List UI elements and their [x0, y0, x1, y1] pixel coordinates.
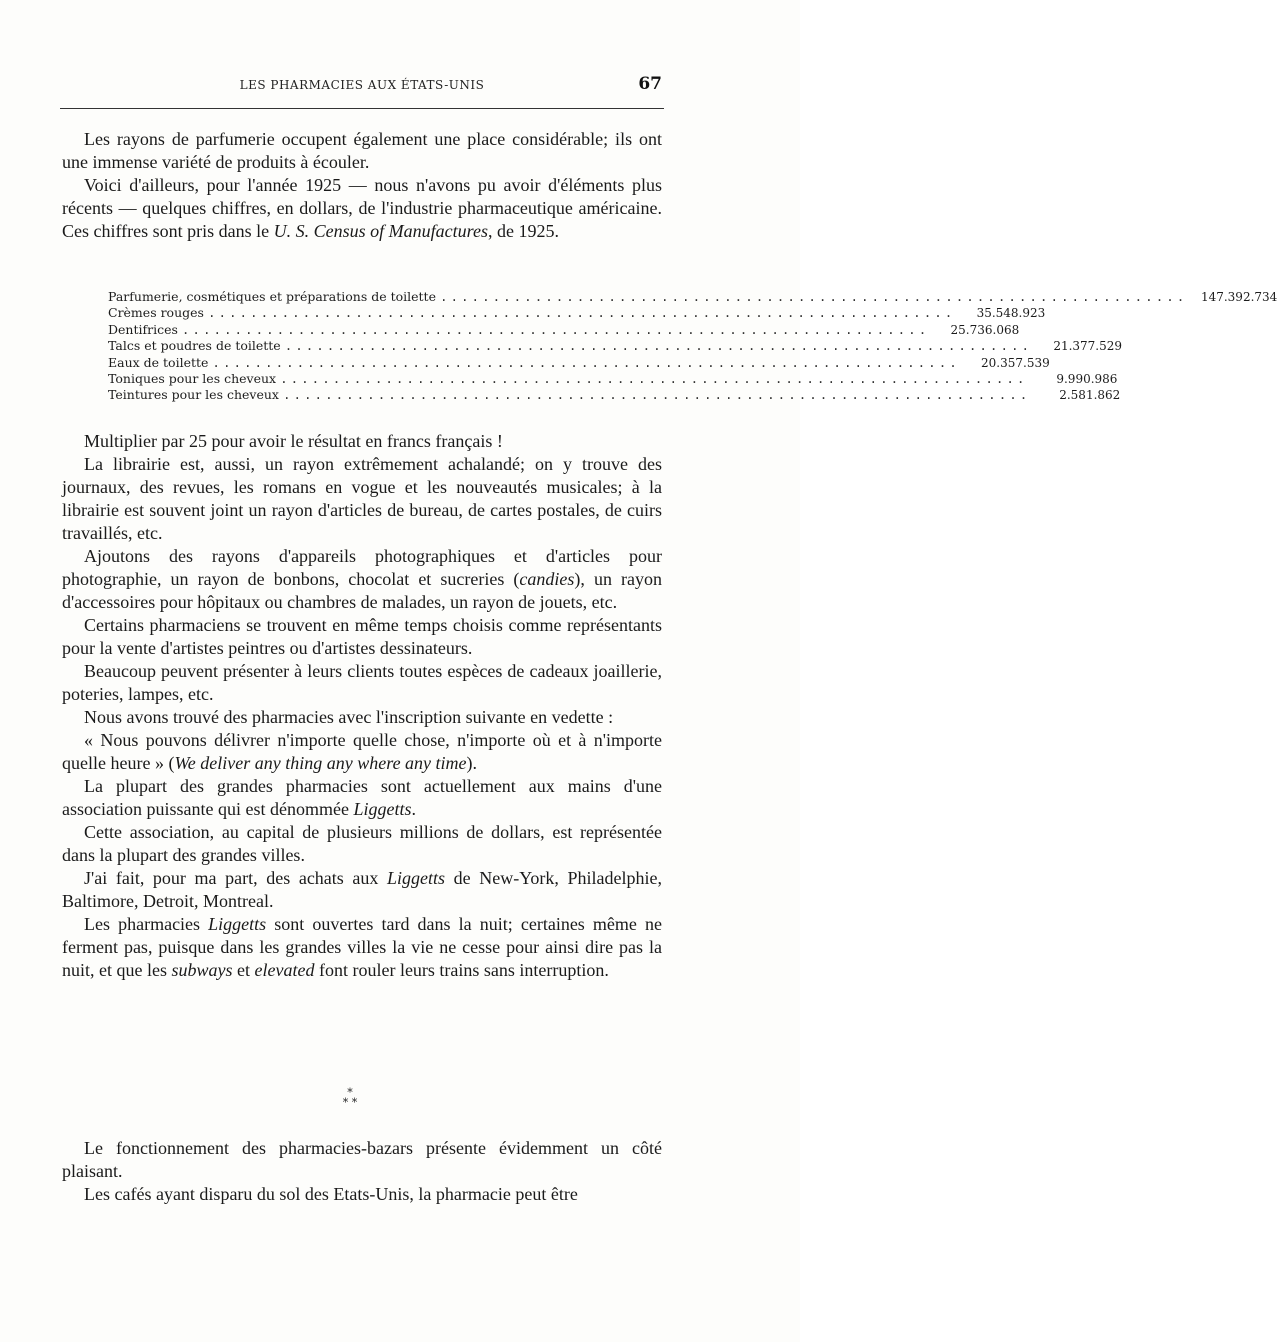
ouvertes-end: font rouler leurs trains sans interruption.: [314, 960, 609, 980]
row-label: Dentifrices: [108, 321, 178, 337]
elevated-term: elevated: [254, 960, 315, 980]
leader-dots: .......................................................................: [282, 387, 1031, 403]
paragraph-certains: Certains pharmaciens se trouvent en même temps choisis comme représentants pour la vente d'artistes peintres ou d'artistes dessinateurs.: [62, 615, 662, 658]
paragraph-quote: [62, 729, 662, 775]
row-value: 147.392.734: [1200, 290, 1277, 304]
paragraph-fonctionnement: Le fonctionnement des pharmacies-bazars présente évidemment un côté plaisant.: [62, 1138, 662, 1181]
plupart-end: .: [411, 799, 416, 819]
paragraph-beaucoup: Beaucoup peuvent présenter à leurs clients toutes espèces de cadeaux joaillerie, poteries, lampes, etc.: [62, 661, 662, 704]
paragraph-ajoutons: [62, 545, 662, 614]
asterism-bottom: * *: [342, 1096, 358, 1109]
leader-dots: .......................................................................: [207, 305, 956, 321]
page-header: [62, 74, 662, 100]
paragraph-rayons: Les rayons de parfumerie occupent également une place considérable; ils ont une immense variété de produits à écouler.: [62, 129, 662, 172]
asterism-separator: [330, 1088, 370, 1108]
closing-text: [62, 1137, 662, 1206]
table-row: [108, 338, 1123, 354]
leader-dots: .......................................................................: [280, 371, 1028, 387]
liggetts-name: Liggetts: [353, 799, 412, 819]
paragraph-achats: [62, 867, 662, 913]
table-row: [108, 289, 1277, 305]
liggetts-name: Liggetts: [387, 868, 446, 888]
plupart-text: La plupart des grandes pharmacies sont actuellement aux mains d'une association puissante qui est dénommée: [62, 776, 662, 819]
ajoutons-end: ), un rayon d'accessoires pour hôpitaux ou chambres de malades, un rayon de jouets, etc.: [62, 569, 662, 612]
row-label: Talcs et poudres de toilette: [108, 338, 281, 354]
census-source: U. S. Census of Manufactures: [273, 221, 488, 241]
leader-dots: .......................................................................: [284, 338, 1033, 354]
paragraph-librairie: La librairie est, aussi, un rayon extrêmement achalandé; on y trouve des journaux, des revues, les romans en vogue et les nouveautés musicales; à la librairie est souvent joint un rayon d'articles de bureau, de cartes postales, de cuirs travaillés, etc.: [62, 454, 662, 543]
body-text: [62, 430, 662, 982]
paragraph-plupart: [62, 775, 662, 821]
header-rule: [60, 108, 664, 109]
asterism-top: *: [347, 1086, 353, 1099]
row-value: 25.736.068: [950, 322, 1020, 337]
achats-text: J'ai fait, pour ma part, des achats aux: [84, 868, 388, 888]
paragraph-nous: Nous avons trouvé des pharmacies avec l'inscription suivante en vedette :: [84, 707, 614, 727]
leader-dots: .......................................................................: [439, 289, 1188, 304]
running-title: LES PHARMACIES AUX ÉTATS-UNIS: [239, 78, 485, 92]
paragraph-multiplier: Multiplier par 25 pour avoir le résultat en francs français !: [84, 431, 503, 451]
row-label: Toniques pour les cheveux: [108, 371, 277, 387]
liggetts-name: Liggetts: [208, 914, 267, 934]
table-row: [108, 354, 1050, 371]
ouvertes-text: Les pharmacies: [84, 914, 209, 934]
row-value: 9.990.986: [1056, 372, 1118, 387]
paragraph-association: Cette association, au capital de plusieurs millions de dollars, est représentée dans la plupart des grandes villes.: [62, 822, 662, 865]
row-value: 20.357.539: [981, 355, 1050, 370]
leader-dots: .......................................................................: [181, 321, 930, 337]
subways-term: subways: [171, 960, 233, 980]
row-value: 21.377.529: [1053, 339, 1123, 354]
table-row: [108, 321, 1020, 338]
page-number: 67: [638, 74, 662, 94]
paragraph-voici: [62, 174, 662, 243]
achats-end: de New-York, Philadelphie, Baltimore, Detroit, Montreal.: [62, 868, 662, 911]
english-quote: We deliver any thing any where any time: [174, 753, 467, 773]
row-label: Crèmes rouges: [108, 305, 204, 321]
intro-text: [62, 128, 662, 243]
table-row: [108, 371, 1118, 387]
voici-end: , de 1925.: [487, 221, 559, 241]
paragraph-ouvertes: [62, 913, 662, 982]
row-label: Teintures pour les cheveux: [108, 387, 279, 403]
ajoutons-text: Ajoutons des rayons d'appareils photographiques et d'articles pour photographie, un rayon de bonbons, chocolat et sucreries (: [62, 546, 662, 589]
table-row: [108, 387, 1121, 403]
paragraph-cafes: Les cafés ayant disparu du sol des Etats-Unis, la pharmacie peut être: [84, 1184, 578, 1204]
row-value: 2.581.862: [1059, 388, 1121, 403]
table-row: [108, 305, 1046, 321]
ouvertes-mid: sont ouvertes tard dans la nuit; certaines même ne ferment pas, puisque dans les grandes villes la vie ne cesse pour ainsi dire pas la nuit, et que les: [62, 914, 662, 980]
and-text: et: [232, 960, 255, 980]
row-label: Parfumerie, cosmétiques et préparations de toilette: [108, 289, 436, 304]
candies-term: candies: [519, 569, 575, 589]
figures-table: [108, 289, 1277, 404]
quote-text: « Nous pouvons délivrer n'importe quelle chose, n'importe où et à n'importe quelle heure » (: [62, 730, 662, 773]
row-label: Eaux de toilette: [108, 354, 209, 370]
leader-dots: .......................................................................: [212, 354, 960, 370]
voici-text: Voici d'ailleurs, pour l'année 1925 — nous n'avons pu avoir d'éléments plus récents — quelques chiffres, en dollars, de l'industrie pharmaceutique américaine. Ces chiffres sont pris dans le: [62, 175, 662, 241]
quote-end: ).: [466, 753, 478, 773]
row-value: 35.548.923: [976, 306, 1046, 321]
